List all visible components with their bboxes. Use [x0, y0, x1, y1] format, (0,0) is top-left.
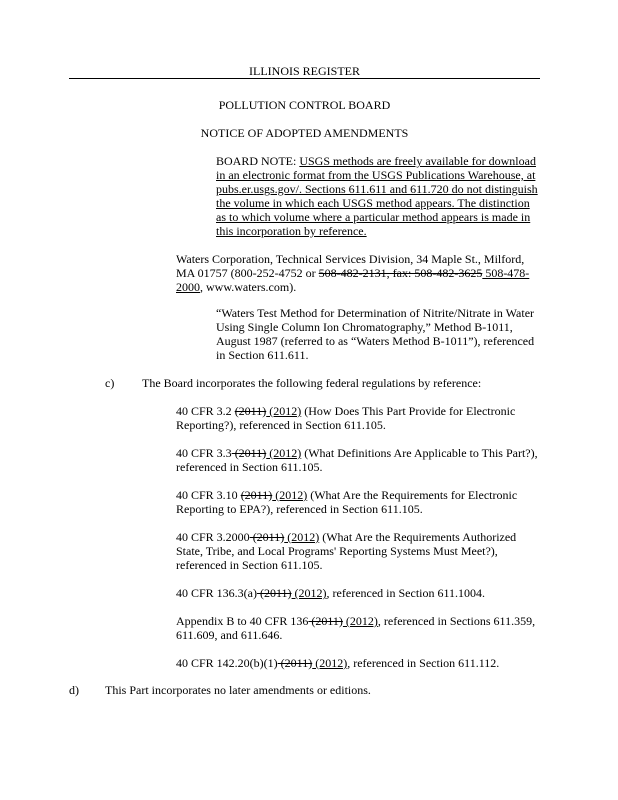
section-c-text: The Board incorporates the following federal regulations by reference:: [142, 376, 482, 390]
section-d-letter: d): [69, 683, 79, 697]
waters-entry-end: , www.waters.com).: [200, 280, 297, 294]
cfr-item: 40 CFR 3.2000 (2011) (2012) (What Are the Requirements Authorized State, Tribe, and Local Programs' Reporting Systems Must Meet?), referenced in Section 611.105.: [176, 530, 517, 572]
board-note-text: USGS methods are freely available for download in an electronic format from the USGS Publications Warehouse, at pubs.er.usgs.gov/. Sections 611.611 and 611.720 do not distinguish the volume in which each USGS method appears. The distinction as to which volume where a particular method appears is made in this incorporation by reference.: [216, 154, 538, 238]
waters-method-text: “Waters Test Method for Determination of Nitrite/Nitrate in Water Using Single Column Ion Chromatography,” Method B-1011, August 1987 (referred to as “Waters Method B-1011”), referenced in Section 611.611.: [216, 306, 535, 362]
cfr-item: 40 CFR 136.3(a) (2011) (2012), referenced in Section 611.1004.: [176, 586, 486, 600]
cfr-item: 40 CFR 142.20(b)(1) (2011) (2012), referenced in Section 611.112.: [176, 656, 500, 670]
cfr-item: 40 CFR 3.3 (2011) (2012) (What Definitions Are Applicable to This Part?), referenced in Section 611.105.: [176, 446, 538, 474]
waters-entry-added: 508-478-2000: [176, 266, 530, 294]
section-d-text: This Part incorporates no later amendments or editions.: [105, 683, 371, 697]
cfr-item: 40 CFR 3.2 (2011) (2012) (How Does This Part Provide for Electronic Reporting?), referenced in Section 611.105.: [176, 404, 516, 432]
cfr-item: 40 CFR 3.10 (2011) (2012) (What Are the Requirements for Electronic Reporting to EPA?), referenced in Section 611.105.: [176, 488, 518, 516]
cfr-item: Appendix B to 40 CFR 136 (2011) (2012), referenced in Sections 611.359, 611.609, and 611.646.: [176, 614, 536, 642]
notice-title: NOTICE OF ADOPTED AMENDMENTS: [200, 126, 409, 140]
waters-entry: [176, 252, 542, 294]
waters-entry-deleted: 508-482-2131, fax: 508-482-3625: [318, 266, 483, 280]
board-note-label: BOARD NOTE:: [216, 154, 297, 168]
board-note: [216, 154, 542, 238]
register-title: ILLINOIS REGISTER: [249, 64, 360, 78]
section-c-letter: c): [105, 376, 115, 390]
waters-entry-start: Waters Corporation, Technical Services Division, 34 Maple St., Milford, MA 01757 (800-252-4752 or: [176, 252, 525, 280]
board-name: POLLUTION CONTROL BOARD: [218, 98, 391, 112]
waters-method: [216, 306, 542, 362]
cfr-list: [176, 404, 542, 670]
header-rule: [69, 78, 540, 79]
